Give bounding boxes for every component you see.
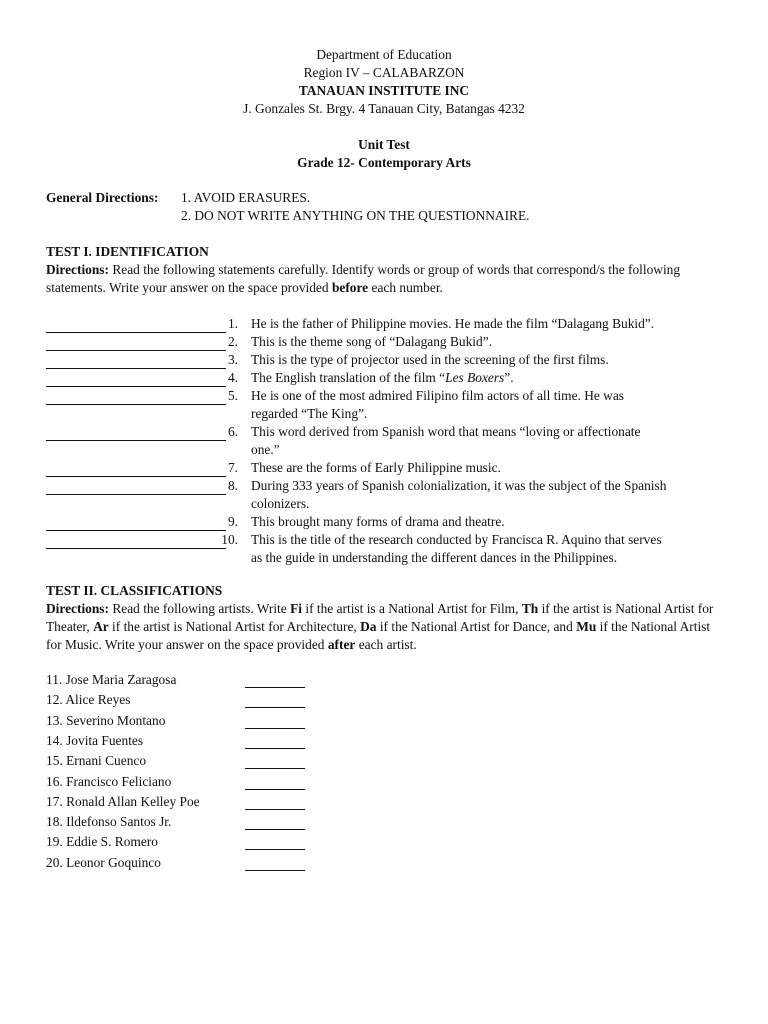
item-statement-line: He is one of the most admired Filipino film actors of all time. He was bbox=[251, 388, 625, 403]
test-subject: Grade 12- Contemporary Arts bbox=[297, 155, 471, 170]
code-film: Fi bbox=[290, 601, 302, 616]
artist-item bbox=[46, 813, 316, 833]
test2-directions-text: if the National Artist for Dance, and bbox=[379, 619, 573, 634]
item-statement-text: ”. bbox=[504, 370, 514, 385]
item-statement-line: This is the title of the research conducted by Francisca R. Aquino that serves bbox=[251, 532, 662, 547]
answer-blank[interactable] bbox=[245, 854, 305, 871]
artist-name: 20. Leonor Goquinco bbox=[46, 854, 161, 870]
artist-item bbox=[46, 732, 316, 752]
test-title: Unit Test bbox=[358, 137, 410, 152]
school-address: J. Gonzales St. Brgy. 4 Tanauan City, Batangas 4232 bbox=[243, 101, 525, 116]
test2-directions-text: Read the following artists. Write bbox=[112, 601, 287, 616]
item-statement-line: This brought many forms of drama and theatre. bbox=[251, 514, 505, 529]
test1-title: TEST I. IDENTIFICATION bbox=[46, 244, 209, 259]
item-statement-line: colonizers. bbox=[251, 496, 310, 511]
test1-directions-tail: each number. bbox=[371, 280, 443, 295]
general-directions-label: General Directions: bbox=[46, 190, 159, 205]
test2-directions-bold: after bbox=[327, 637, 356, 652]
answer-blank[interactable] bbox=[46, 315, 226, 333]
item-statement bbox=[251, 351, 731, 369]
test1-directions-bold: before bbox=[331, 280, 369, 295]
artist-name: 18. Ildefonso Santos Jr. bbox=[46, 814, 172, 830]
item-statement bbox=[251, 531, 731, 567]
item-statement-line: This is the type of projector used in the screening of the first films. bbox=[251, 352, 609, 367]
artist-item bbox=[46, 691, 316, 711]
answer-blank[interactable] bbox=[245, 773, 305, 790]
answer-blank[interactable] bbox=[46, 333, 226, 351]
test2-directions-text: if the artist is National Artist for Theater, bbox=[46, 601, 714, 634]
school-name: TANAUAN INSTITUTE INC bbox=[298, 83, 470, 98]
item-statement bbox=[251, 369, 731, 387]
code-dance: Da bbox=[360, 619, 377, 634]
answer-blank[interactable] bbox=[46, 513, 226, 531]
artist-name: 17. Ronald Allan Kelley Poe bbox=[46, 793, 200, 809]
item-number: 2. bbox=[227, 334, 238, 349]
answer-blank[interactable] bbox=[46, 369, 226, 387]
answer-blank[interactable] bbox=[245, 813, 305, 830]
artist-name: 19. Eddie S. Romero bbox=[46, 834, 158, 850]
item-number: 5. bbox=[227, 388, 238, 403]
artist-name: 15. Ernani Cuenco bbox=[46, 753, 147, 769]
item-statement-text: The English translation of the film “ bbox=[251, 370, 446, 385]
artist-name: 16. Francisco Feliciano bbox=[46, 773, 172, 789]
item-statement bbox=[251, 459, 731, 477]
item-number: 9. bbox=[227, 514, 238, 529]
artist-item bbox=[46, 833, 316, 853]
artist-item bbox=[46, 752, 316, 772]
artist-name: 12. Alice Reyes bbox=[46, 692, 131, 708]
item-statement bbox=[251, 423, 731, 459]
artist-item bbox=[46, 712, 316, 732]
answer-blank[interactable] bbox=[245, 752, 305, 769]
answer-blank[interactable] bbox=[245, 671, 305, 688]
test2-title: TEST II. CLASSIFICATIONS bbox=[46, 583, 223, 598]
answer-blank[interactable] bbox=[46, 387, 226, 405]
general-direction-2: 2. DO NOT WRITE ANYTHING ON THE QUESTIONNAIRE. bbox=[181, 208, 530, 223]
item-statement bbox=[251, 387, 731, 423]
item-statement-line: one.” bbox=[251, 442, 280, 457]
item-statement bbox=[251, 315, 731, 333]
test1-directions bbox=[46, 261, 706, 297]
item-statement-italic: Les Boxers bbox=[445, 370, 505, 385]
test1-directions-label: Directions: bbox=[46, 262, 109, 277]
item-number: 6. bbox=[227, 424, 238, 439]
item-statement bbox=[251, 333, 731, 351]
item-statement-line: This is the theme song of “Dalagang Bukid”. bbox=[251, 334, 492, 349]
code-theater: Th bbox=[521, 601, 539, 616]
item-statement-line: These are the forms of Early Philippine music. bbox=[251, 460, 501, 475]
test2-directions-text: if the National Artist for Music. Write your answer on the space provided bbox=[46, 619, 711, 652]
answer-blank[interactable] bbox=[245, 833, 305, 850]
item-statement-line: During 333 years of Spanish colonialization, it was the subject of the Spanish bbox=[251, 478, 667, 493]
item-number: 8. bbox=[227, 478, 238, 493]
item-statement-line: regarded “The King”. bbox=[251, 406, 368, 421]
answer-blank[interactable] bbox=[46, 477, 226, 495]
region-name: Region IV – CALABARZON bbox=[303, 65, 465, 80]
item-number: 4. bbox=[227, 370, 238, 385]
artist-name: 11. Jose Maria Zaragosa bbox=[46, 672, 177, 687]
test1-directions-text: Read the following statements carefully. Identify words or group of words that correspond/s the following statements. Write your answer on the space provided bbox=[46, 262, 681, 295]
answer-blank[interactable] bbox=[245, 732, 305, 749]
item-number: 3. bbox=[227, 352, 238, 367]
artist-item bbox=[46, 773, 316, 793]
artist-name: 14. Jovita Fuentes bbox=[46, 732, 144, 748]
artist-item bbox=[46, 671, 316, 691]
department-name: Department of Education bbox=[316, 47, 452, 62]
artist-item bbox=[46, 854, 316, 874]
answer-blank[interactable] bbox=[46, 531, 226, 549]
answer-blank[interactable] bbox=[46, 423, 226, 441]
item-statement bbox=[251, 513, 731, 531]
test2-directions-text: if the artist is a National Artist for Film, bbox=[305, 601, 519, 616]
item-number: 7. bbox=[227, 460, 238, 475]
item-statement-line: He is the father of Philippine movies. He made the film “Dalagang Bukid”. bbox=[251, 316, 655, 331]
artist-item bbox=[46, 793, 316, 813]
test2-directions bbox=[46, 600, 726, 654]
answer-blank[interactable] bbox=[245, 691, 305, 708]
test2-directions-label: Directions: bbox=[46, 601, 109, 616]
item-number: 1. bbox=[227, 316, 238, 331]
artist-name: 13. Severino Montano bbox=[46, 712, 166, 728]
answer-blank[interactable] bbox=[245, 793, 305, 810]
item-statement bbox=[251, 477, 731, 513]
item-statement-line: as the guide in understanding the different dances in the Philippines. bbox=[251, 550, 618, 565]
answer-blank[interactable] bbox=[46, 459, 226, 477]
test2-directions-text: if the artist is National Artist for Architecture, bbox=[112, 619, 357, 634]
answer-blank[interactable] bbox=[245, 712, 305, 729]
code-architecture: Ar bbox=[93, 619, 109, 634]
answer-blank[interactable] bbox=[46, 351, 226, 369]
test2-directions-tail: each artist. bbox=[358, 637, 417, 652]
item-statement-line: This word derived from Spanish word that means “loving or affectionate bbox=[251, 424, 641, 439]
item-number: 10. bbox=[221, 532, 238, 547]
code-music: Mu bbox=[576, 619, 597, 634]
general-direction-1: 1. AVOID ERASURES. bbox=[181, 190, 311, 205]
